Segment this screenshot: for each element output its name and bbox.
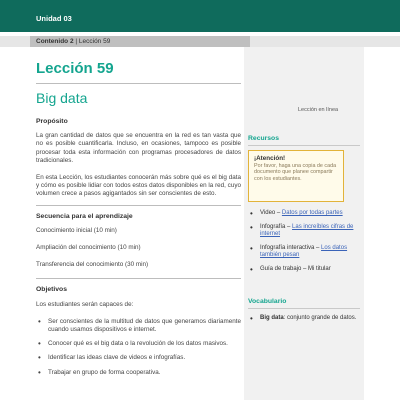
attention-text: Por favor, haga una copia de cada documento que planee compartir con los estudiantes. (254, 163, 337, 182)
objectives-list (36, 318, 241, 377)
subheader-lesson: Lección 59 (78, 37, 111, 45)
attention-title: ¡Atención! (254, 155, 286, 162)
sequence-item: Ampliación del conocimiento (10 min) (36, 244, 141, 252)
resources-section (248, 210, 360, 280)
unit-label: Unidad 03 (36, 14, 72, 23)
objective-item: • Trabajar en grupo de forma cooperativa. (36, 369, 241, 377)
main-content (36, 118, 241, 383)
resource-item (248, 266, 360, 274)
resource-type: Infografía – (260, 223, 293, 230)
resource-type: Video – (260, 210, 282, 216)
objective-item: • Conocer qué es el big data o la revolución de los datos masivos. (36, 340, 241, 348)
subheader-text (36, 38, 110, 45)
section-divider (36, 278, 241, 279)
title-divider (36, 83, 241, 84)
section-divider (36, 205, 241, 206)
resource-item (248, 210, 360, 218)
vocabulary-list (248, 315, 360, 323)
sequence-item: Transferencia del conocimiento (30 min) (36, 261, 149, 269)
sequence-item: Conocimiento inicial (10 min) (36, 226, 117, 234)
vocabulary-item (248, 315, 360, 323)
purpose-heading: Propósito (36, 118, 68, 125)
purpose-paragraph-1: La gran cantidad de datos que se encuentra en la red es tan vasta que no es posible cuantificarla. Incluso, en ocasiones, tampoco es posible procesar toda esta información con programas procesadores de datos tradicionales. (36, 132, 241, 164)
objectives-intro: Los estudiantes serán capaces de: (36, 300, 134, 308)
sequence-heading: Secuencia para el aprendizaje (36, 212, 133, 220)
vocabulary-divider (248, 308, 360, 309)
lesson-title: Lección 59 (36, 60, 114, 77)
resources-divider (248, 145, 360, 146)
section-label: Contenido 2 (36, 37, 74, 45)
resource-link-pesan[interactable]: Los datos también pesan (260, 244, 348, 259)
resources-list (248, 210, 360, 274)
objective-item: • Ser conscientes de la multitud de datos que generamos diariamente cuando usamos dispositivos e internet. (36, 318, 241, 334)
resources-heading: Recursos (248, 135, 279, 142)
vocabulary-definition: : conjunto grande de datos. (283, 315, 357, 321)
subheader-band (0, 36, 400, 47)
topic-title: Big data (36, 90, 88, 106)
resource-link-cifras[interactable]: Las increíbles cifras de internet (260, 223, 354, 238)
resource-type: Guía de trabajo – Mi titular (260, 265, 331, 272)
vocabulary-term: Big data (260, 315, 284, 321)
resource-item (248, 245, 360, 260)
attention-box (248, 150, 344, 202)
resource-item (248, 224, 360, 239)
vocabulary-section (248, 315, 360, 329)
subheader-separator: | (75, 37, 78, 45)
objectives-heading: Objetivos (36, 286, 67, 294)
objective-item: • Identificar las ideas clave de videos e infografías. (36, 354, 241, 362)
resource-link-datos[interactable]: Datos por todas partes (281, 210, 343, 216)
vocabulary-heading: Vocabulario (248, 298, 287, 305)
resource-type: Infografía interactiva – (260, 244, 322, 251)
purpose-paragraph-2: En esta Lección, los estudiantes conocerán más sobre qué es el big data y cómo es posible lidiar con todos estos datos disponibles en la red, cuyo volumen crece a pasos agigantados sin ser conscientes de esto. (36, 174, 241, 198)
lesson-mode-label: Lección en línea (298, 107, 339, 113)
